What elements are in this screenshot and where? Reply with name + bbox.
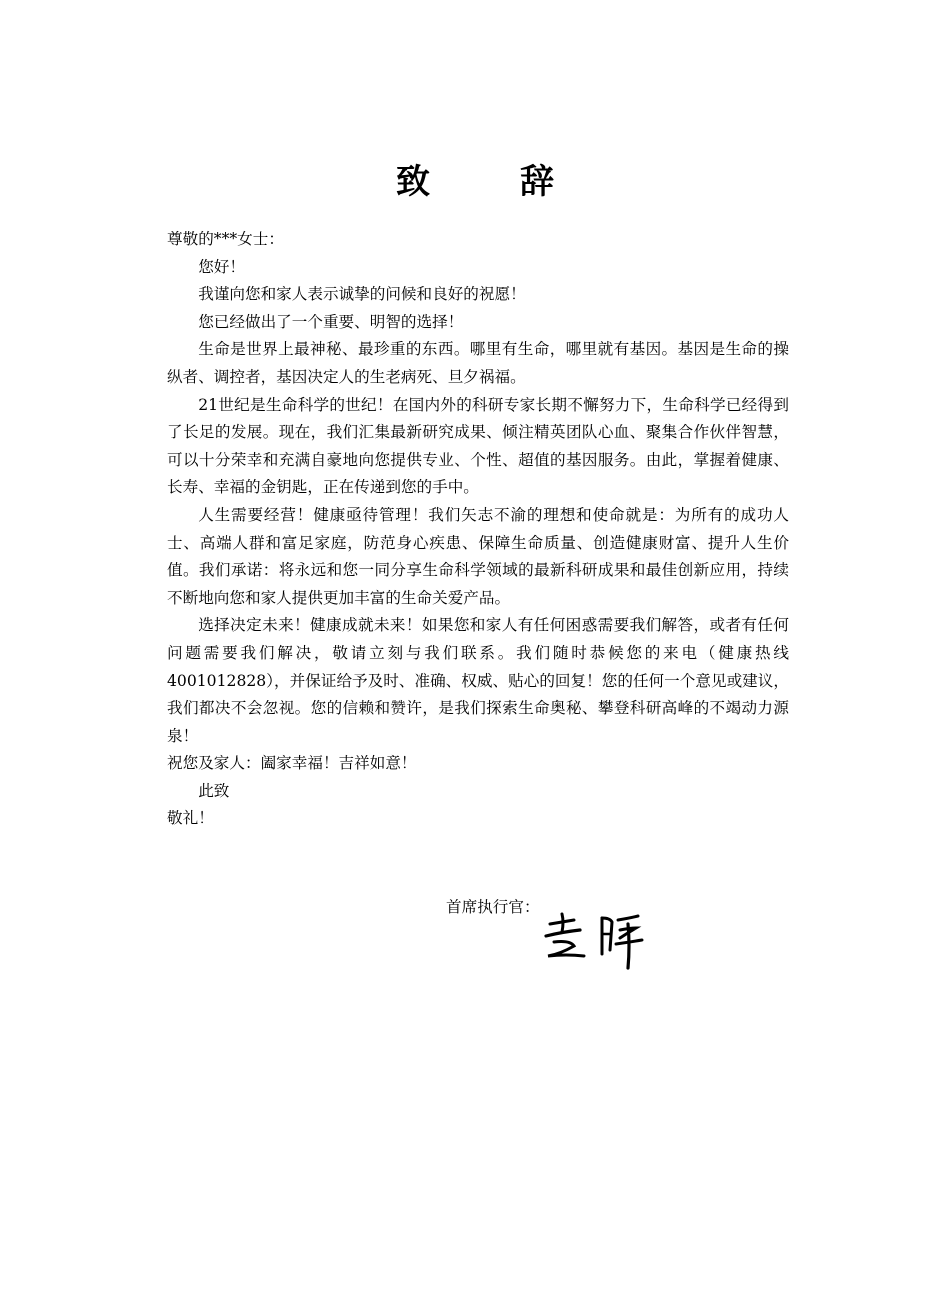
paragraph-century: 21世纪是生命科学的世纪！在国内外的科研专家长期不懈努力下，生命科学已经得到了长足的发展。现在，我们汇集最新研究成果、倾注精英团队心血、聚集合作伙伴智慧，可以十分荣幸和充满自豪地向您提供专业、个性、超值的基因服务。由此，掌握着健康、长寿、幸福的金钥匙，正在传递到您的手中。 [167,395,789,497]
wishes-line: 祝您及家人：阖家幸福！吉祥如意！ [167,754,417,773]
paragraph-mission: 人生需要经营！健康亟待管理！我们矢志不渝的理想和使命就是：为所有的成功人士、高端人群和富足家庭，防范身心疾患、保障生命质量、创造健康财富、提升人生价值。我们承诺：将永远和您一同分享生命科学领域的最新科研成果和最佳创新应用，持续不断地向您和家人提供更加丰富的生命关爱产品。 [167,505,789,607]
paragraph-contact: 选择决定未来！健康成就未来！如果您和家人有任何困惑需要我们解答，或者有任何问题需要我们解决，敬请立刻与我们联系。我们随时恭候您的来电（健康热线4001012828），并保证给予及时、准确、权威、贴心的回复！您的任何一个意见或建议，我们都决不会忽视。您的信赖和赞许，是我们探索生命奥秘、攀登科研高峰的不竭动力源泉！ [167,616,789,745]
page-title: 致 辞 [396,162,582,202]
closing-line-2: 敬礼！ [167,809,214,828]
letter-body [167,226,789,833]
paragraph-regards: 我谨向您和家人表示诚挚的问候和良好的祝愿！ [198,285,526,304]
paragraph-life: 生命是世界上最神秘、最珍重的东西。哪里有生命，哪里就有基因。基因是生命的操纵者、调控者，基因决定人的生老病死、旦夕祸福。 [167,340,789,386]
paragraph-choice: 您已经做出了一个重要、明智的选择！ [198,312,464,331]
salutation: 尊敬的***女士： [167,230,284,248]
signature-label: 首席执行官： [446,898,540,916]
handwritten-signature-icon [540,910,650,972]
closing-line-1: 此致 [198,781,230,800]
paragraph-greeting: 您好！ [198,257,245,276]
